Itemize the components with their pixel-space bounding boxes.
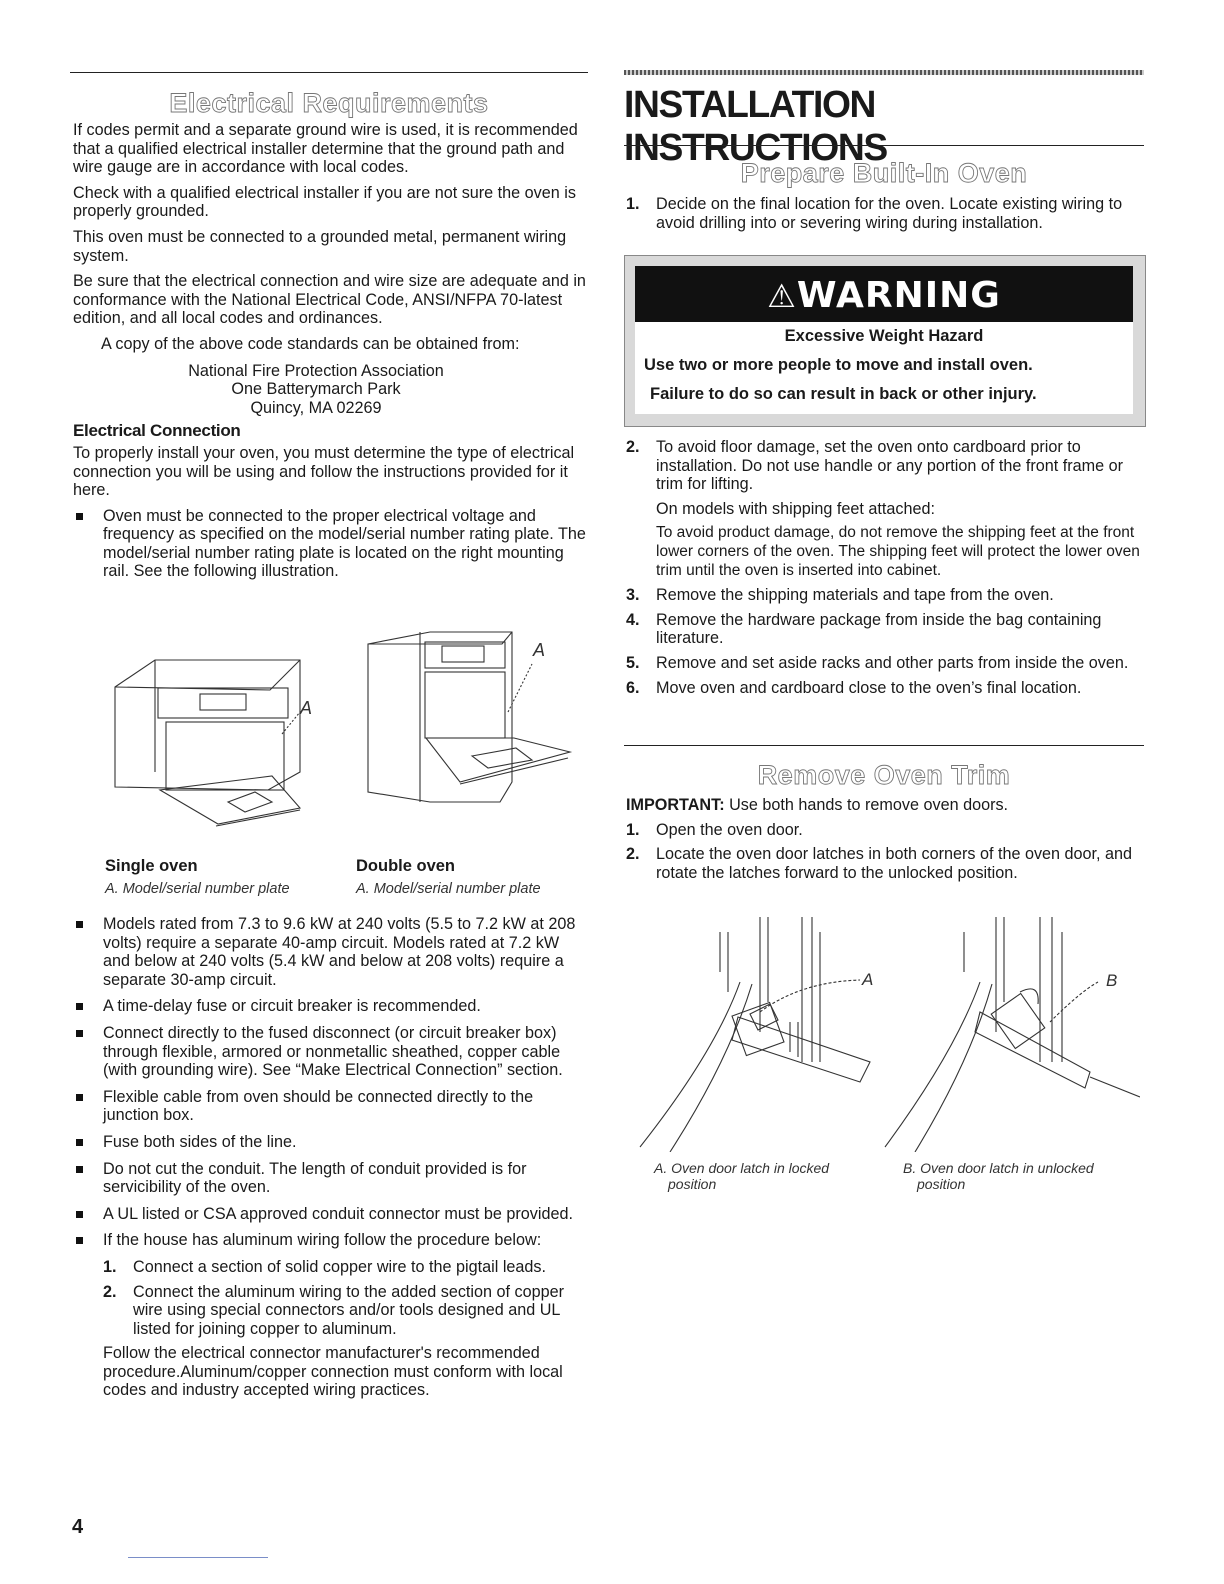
- address-line: National Fire Protection Association: [188, 361, 444, 380]
- numbered-step: 5. Remove and set aside racks and other parts from inside the oven.: [626, 653, 1129, 672]
- left-paragraph: Be sure that the electrical connection and wire size are adequate and in conformance with the National Electrical Code, ANSI/NFPA 70-latest edition, and all local codes and ordinances.: [73, 272, 586, 328]
- bullet-item: A time-delay fuse or circuit breaker is recommended.: [73, 997, 589, 1016]
- left-paragraph: Check with a qualified electrical installer if you are not sure the oven is properly grounded.: [73, 183, 576, 221]
- latch-illustration: [620, 912, 1140, 1152]
- warning-hazard: Excessive Weight Hazard: [784, 327, 984, 345]
- bullet-item: Oven must be connected to the proper electrical voltage and frequency as specified on the model/serial number rating plate. The model/serial number rating plate is located on the right mounting rail. See the following illustration.: [73, 507, 589, 581]
- double-oven-callout: A: [533, 640, 546, 660]
- single-oven-drawing: [115, 660, 300, 826]
- title-rule: [624, 145, 1144, 146]
- single-oven-label: Single oven: [105, 857, 198, 875]
- copy-note: A copy of the above code standards can be obtained from:: [101, 334, 520, 353]
- warning-title: ⚠WARNING: [767, 275, 1001, 316]
- prepare-oven-heading: Prepare Built-In Oven: [740, 158, 1028, 188]
- right-top-dotted-rule: [624, 70, 1144, 75]
- latch-caption-a: A. Oven door latch in locked position: [654, 1160, 830, 1192]
- page-number: 4: [72, 1516, 84, 1538]
- warning-line: Failure to do so can result in back or other injury.: [650, 385, 1037, 403]
- numbered-step: 1. Open the oven door.: [626, 820, 803, 839]
- footer-rule: [128, 1557, 268, 1558]
- locked-latch-drawing: [640, 917, 870, 1152]
- left-intro-text: [73, 121, 589, 589]
- warning-message: [635, 322, 1133, 414]
- latch-callout-a: A: [862, 970, 874, 989]
- numbered-step: 2. To avoid floor damage, set the oven onto cardboard prior to installation. Do not use handle or any portion of the front frame or trim for lifting. On models with shipping feet attached: To avoid product damage, do not remove the shipping feet at the front lower corners of the oven. The shipping feet will protect the lower oven trim until the oven is inserted into cabinet.: [626, 438, 1142, 580]
- warning-box: [624, 255, 1146, 427]
- numbered-step: 4. Remove the hardware package from inside the bag containing literature.: [626, 610, 1102, 648]
- oven-illustration: [100, 612, 580, 844]
- aluminum-step: 1. Connect a section of solid copper wire to the pigtail leads.: [103, 1257, 547, 1276]
- important-note: IMPORTANT: Use both hands to remove oven doors.: [626, 796, 1009, 814]
- bullet-item: Connect directly to the fused disconnect (or circuit breaker box) through flexible, armored or nonmetallic sheathed, copper cable (with grounding wire). See “Make Electrical Connection” section.: [73, 1024, 589, 1080]
- numbered-step: 2. Locate the oven door latches in both corners of the oven door, and rotate the latches forward to the unlocked position.: [626, 845, 1133, 882]
- bullet-item: If the house has aluminum wiring follow the procedure below:: [73, 1231, 589, 1250]
- single-oven-caption: A. Model/serial number plate: [105, 881, 290, 897]
- step-sub-text: On models with shipping feet attached:: [656, 499, 935, 518]
- left-paragraph: This oven must be connected to a grounded metal, permanent wiring system.: [73, 227, 567, 265]
- left-top-rule: [70, 72, 588, 73]
- bullet-item: Fuse both sides of the line.: [73, 1133, 589, 1152]
- address-line: One Batterymarch Park: [231, 380, 401, 399]
- step-note: To avoid product damage, do not remove the shipping feet at the front lower corners of the oven. The shipping feet will protect the lower oven trim until the oven is inserted into cabinet.: [656, 524, 1140, 579]
- connection-paragraph: To properly install your oven, you must determine the type of electrical connection you will be using and follow the instructions provided for it here.: [73, 443, 575, 500]
- section-rule: [624, 745, 1144, 746]
- warning-banner: [635, 266, 1133, 322]
- latch-callout-b: B: [1106, 971, 1118, 990]
- warning-line: Use two or more people to move and install oven.: [644, 356, 1033, 374]
- left-paragraph: If codes permit and a separate ground wire is used, it is recommended that a qualified electrical installer determine that the ground path and wire gauge are in accordance with local codes.: [73, 121, 578, 177]
- left-bullet-list: [73, 915, 589, 1400]
- numbered-step: 1. Decide on the final location for the oven. Locate existing wiring to avoid drilling into or severing wiring during installation.: [626, 195, 1123, 232]
- numbered-step: 3. Remove the shipping materials and tape from the oven.: [626, 586, 1054, 605]
- bullet-item: Flexible cable from oven should be connected directly to the junction box.: [73, 1088, 589, 1125]
- follow-paragraph: Follow the electrical connector manufacturer's recommended procedure.Aluminum/copper connection must conform with local codes and industry accepted wiring practices.: [103, 1344, 563, 1400]
- unlocked-latch-drawing: [885, 917, 1140, 1152]
- warning-triangle-icon: ⚠: [767, 277, 797, 315]
- double-oven-caption: A. Model/serial number plate: [356, 881, 541, 897]
- trim-steps: [626, 796, 1142, 888]
- prepare-step-1: [626, 195, 1142, 238]
- remove-trim-heading: Remove Oven Trim: [757, 760, 1011, 790]
- bullet-item: Models rated from 7.3 to 9.6 kW at 240 volts (5.5 to 7.2 kW at 208 volts) require a separate 40-amp circuit. Models rated at 7.2 kW and below at 240 volts (5.4 kW and below at 208 volts) require a separate 30-amp circuit.: [73, 915, 589, 989]
- single-oven-callout: A: [300, 698, 313, 718]
- numbered-step: 6. Move oven and cardboard close to the oven’s final location.: [626, 678, 1082, 697]
- page-title: INSTALLATION INSTRUCTIONS: [624, 84, 887, 169]
- electrical-requirements-heading: Electrical Requirements: [169, 88, 489, 118]
- latch-caption-b: B. Oven door latch in unlocked position: [903, 1160, 1094, 1192]
- aluminum-step: 2. Connect the aluminum wiring to the added section of copper wire using special connectors and/or tools designed and UL listed for joining copper to aluminum.: [103, 1282, 565, 1338]
- electrical-connection-subheading: Electrical Connection: [73, 421, 241, 441]
- address-line: Quincy, MA 02269: [250, 398, 382, 417]
- bullet-item: A UL listed or CSA approved conduit connector must be provided.: [73, 1205, 589, 1224]
- prepare-steps: [626, 438, 1142, 703]
- bullet-item: Do not cut the conduit. The length of conduit provided is for servicibility of the oven.: [73, 1160, 589, 1197]
- double-oven-label: Double oven: [356, 857, 456, 875]
